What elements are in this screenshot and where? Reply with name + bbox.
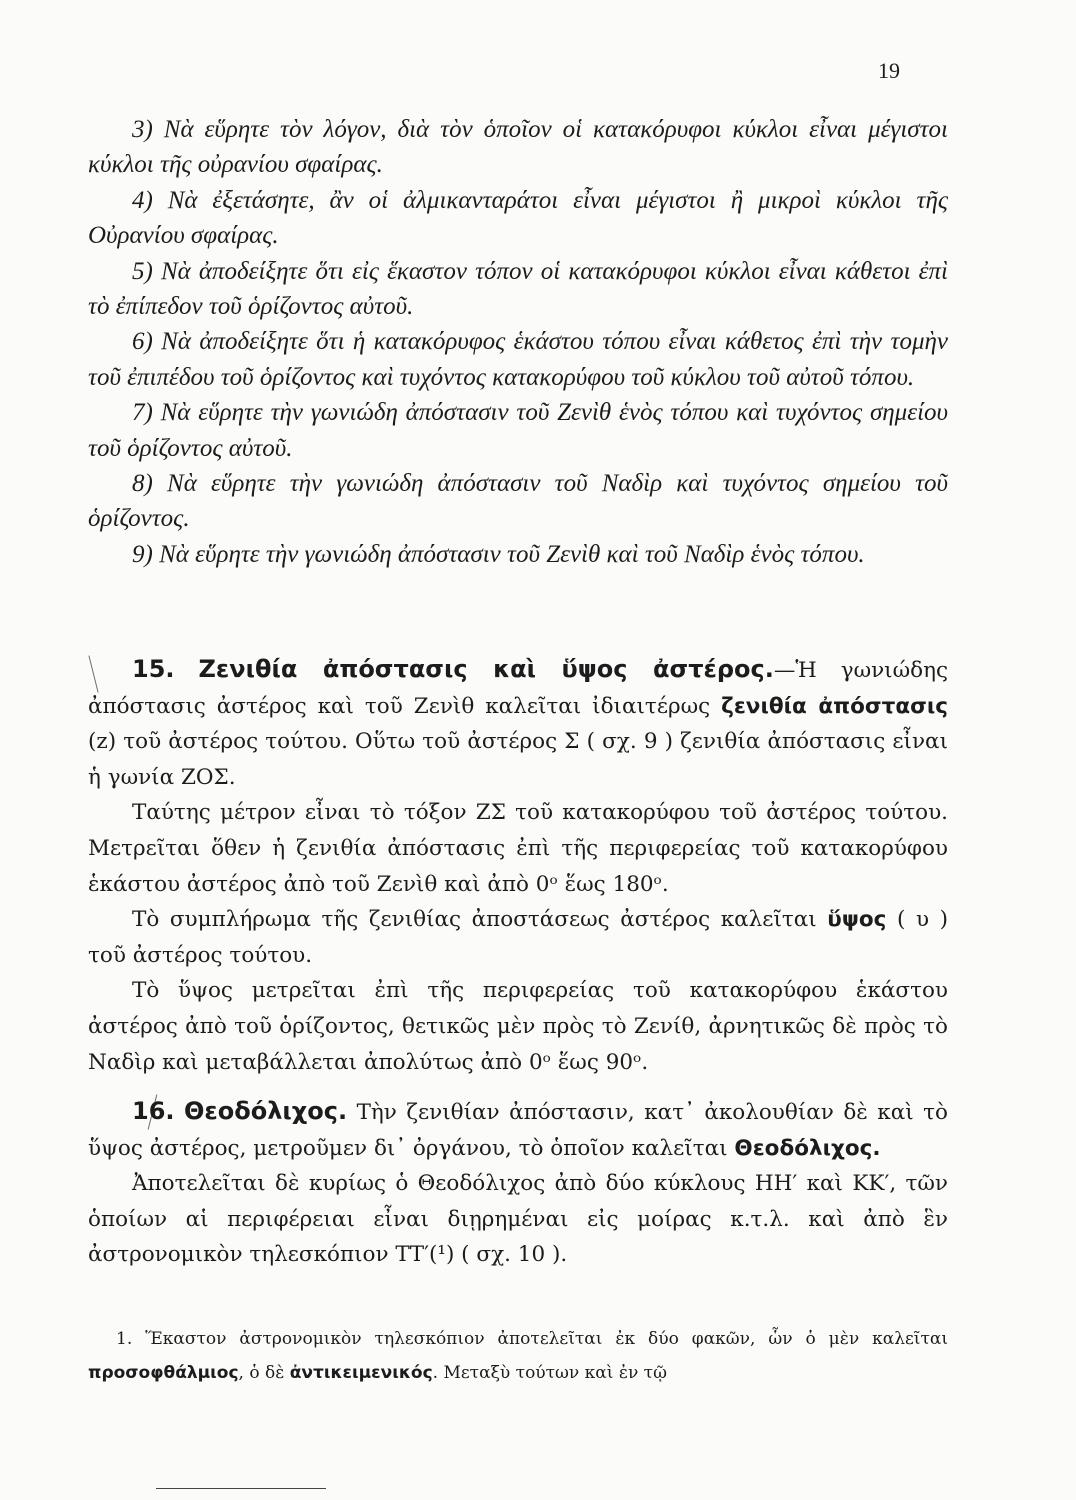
exercise-item: 3) Νὰ εὕρητε τὸν λόγον, διὰ τὸν ὁποῖον οἱ κατακόρυφοι κύκλοι εἶναι μέγιστοι κύκλοι τῆς οὐρανίου σφαίρας. — [88, 116, 948, 179]
section-text: ( υ ) τοῦ ἀστέρος τούτου. — [88, 907, 948, 968]
footnote-text: Ἕκαστον ἀστρονομικὸν τηλεσκόπιον ἀποτελεῖται ἐκ δύο φακῶν, ὧν ὁ μὲν καλεῖται — [145, 1329, 949, 1349]
section-15-paragraph: Τὸ ὕψος μετρεῖται ἐπὶ τῆς περιφερείας τοῦ κατακορύφου ἑκάστου ἀστέρος ἀπὸ τοῦ ὁρίζοντος, θετικῶς μὲν πρὸς τὸ Ζενίθ, ἀρνητικῶς δὲ πρὸς τὸ Ναδὶρ καὶ μεταβάλλεται ἀπολύτως ἀπὸ 0ᵒ ἕως 90ᵒ. — [88, 978, 948, 1075]
section-16-paragraph: Ἀποτελεῖται δὲ κυρίως ὁ Θεοδόλιχος ἀπὸ δύο κύκλους ΗΗ′ καὶ ΚΚ′, τῶν ὁποίων αἱ περιφέρειαι εἶναι διῃρημέναι εἰς μοίρας κ.τ.λ. καὶ ἀπὸ ἓν ἀστρονομικὸν τηλεσκόπιον ΤΤ′(¹) ( σχ. 10 ). — [88, 1171, 948, 1268]
section-15-paragraph — [88, 652, 948, 795]
exercise-item: 7) Νὰ εὕρητε τὴν γωνιώδη ἀπόστασιν τοῦ Ζενὶθ ἑνὸς τόπου καὶ τυχόντος σημείου τοῦ ὁρίζοντος αὐτοῦ. — [88, 399, 948, 462]
term-altitude: ὕψος — [827, 907, 887, 933]
section-16 — [88, 1094, 948, 1273]
footnote-text: , ὁ δὲ — [238, 1363, 285, 1383]
section-15-paragraph — [88, 902, 948, 973]
section-text: Ἡ γωνιώδης ἀπόστασις ἀστέρος καὶ τοῦ Ζενὶθ καλεῖται ἰδιαιτέρως — [88, 658, 949, 719]
exercise-item: 6) Νὰ ἀποδείξητε ὅτι ἡ κατακόρυφος ἑκάστου τόπου εἶναι κάθετος ἐπὶ τὴν τομὴν τοῦ ἐπιπέδου τοῦ ὁρίζοντος καὶ τυχόντος κατακορύφου τοῦ κύκλου τοῦ αὐτοῦ τόπου. — [88, 328, 948, 391]
footnote-divider — [156, 1488, 326, 1489]
section-15-number: 15. — [132, 655, 175, 683]
exercise-item: 4) Νὰ ἐξετάσητε, ἂν οἱ ἀλμικανταράτοι εἶναι μέγιστοι ἢ μικροὶ κύκλοι τῆς Οὐρανίου σφαίρας. — [88, 186, 948, 250]
footnote — [88, 1322, 948, 1390]
footnote-paragraph — [88, 1322, 948, 1390]
section-16-title: Θεοδόλιχος. — [184, 1097, 348, 1125]
section-16-number: 16. — [132, 1097, 175, 1125]
term-zenith-distance: ζενιθία ἀπόστασις — [721, 693, 949, 719]
exercise-item: 9) Νὰ εὕρητε τὴν γωνιώδη ἀπόστασιν τοῦ Ζενὶθ καὶ τοῦ Ναδὶρ ἑνὸς τόπου. — [132, 540, 865, 568]
section-text: (z) τοῦ ἀστέρος τούτου. Οὕτω τοῦ ἀστέρος Σ ( σχ. 9 ) ζενιθία ἀπόστασις εἶναι ἡ γωνία ΖΟΣ. — [88, 729, 948, 790]
section-15 — [88, 652, 948, 1080]
section-text: Τὸ συμπλήρωμα τῆς ζενιθίας ἀποστάσεως ἀστέρος καλεῖται — [132, 907, 817, 933]
section-15-dash: — — [773, 658, 796, 683]
page-number: 19 — [878, 58, 900, 83]
footnote-number: 1. — [116, 1329, 133, 1349]
term-objective: ἀντικειμενικός — [289, 1363, 433, 1383]
section-15-paragraph: Ταύτης μέτρον εἶναι τὸ τόξον ΖΣ τοῦ κατακορύφου τοῦ ἀστέρος τούτου. Μετρεῖται ὅθεν ἡ ζενιθία ἀπόστασις ἐπὶ τῆς περιφερείας τοῦ κατακορύφου ἑκάστου ἀστέρος ἀπὸ τοῦ Ζενὶθ καὶ ἀπὸ 0ᵒ ἕως 180ᵒ. — [88, 800, 948, 897]
section-text: Τὴν ζενιθίαν ἀπόστασιν, κατ᾽ ἀκολουθίαν δὲ καὶ τὸ ὕψος ἀστέρος, μετροῦμεν δι᾽ ὀργάνου, τὸ ὁποῖον καλεῖται — [88, 1100, 948, 1161]
exercise-list — [88, 112, 948, 572]
section-15-title: Ζενιθία ἀπόστασις καὶ ὕψος ἀστέρος. — [198, 655, 774, 683]
exercise-item: 5) Νὰ ἀποδείξητε ὅτι εἰς ἕκαστον τόπον οἱ κατακόρυφοι κύκλοι εἶναι κάθετοι ἐπὶ τὸ ἐπίπεδον τοῦ ὁρίζοντος αὐτοῦ. — [88, 257, 948, 321]
term-eyepiece: προσοφθάλμιος — [88, 1363, 239, 1383]
term-theodolite: Θεοδόλιχος. — [734, 1135, 881, 1161]
section-16-paragraph — [88, 1094, 948, 1166]
footnote-text: . Μεταξὺ τούτων καὶ ἐν τῷ — [432, 1363, 667, 1383]
exercise-item: 8) Νὰ εὕρητε τὴν γωνιώδη ἀπόστασιν τοῦ Ναδὶρ καὶ τυχόντος σημείου τοῦ ὁρίζοντος. — [88, 470, 948, 533]
